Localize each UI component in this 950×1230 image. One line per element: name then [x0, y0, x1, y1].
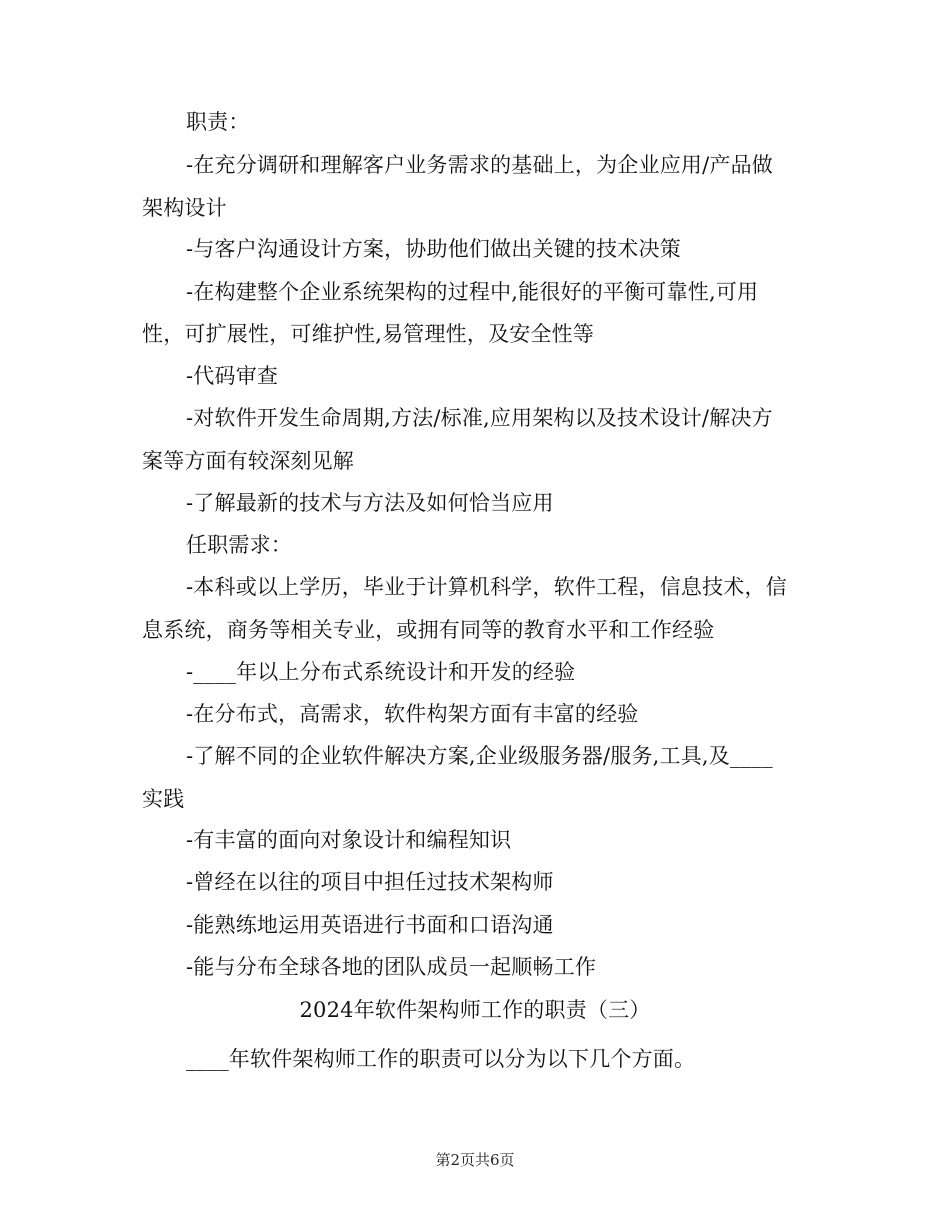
paragraph-line: -对软件开发生命周期,方法/标准,应用架构以及技术设计/解决方: [186, 406, 773, 430]
paragraph-line: -有丰富的面向对象设计和编程知识: [186, 828, 512, 852]
paragraph-line: -在分布式，高需求，软件构架方面有丰富的经验: [186, 702, 639, 726]
paragraph-line: 案等方面有较深刻见解: [142, 449, 354, 473]
section-label-duties: 职责：: [186, 110, 250, 134]
paragraph-line: -了解不同的企业软件解决方案,企业级服务器/服务,工具,及____: [186, 744, 773, 768]
section-label-requirements: 任职需求：: [186, 533, 292, 557]
paragraph-line: -与客户沟通设计方案，协助他们做出关键的技术决策: [186, 237, 681, 261]
paragraph-line: -能与分布全球各地的团队成员一起顺畅工作: [186, 955, 597, 979]
paragraph-line: 息系统，商务等相关专业，或拥有同等的教育水平和工作经验: [142, 618, 715, 642]
paragraph-line: 架构设计: [142, 196, 227, 220]
paragraph-line: -曾经在以往的项目中担任过技术架构师: [186, 870, 554, 894]
paragraph-line: -了解最新的技术与方法及如何恰当应用: [186, 491, 554, 515]
section-heading: 2024年软件架构师工作的职责（三）: [299, 998, 651, 1022]
paragraph-line: 性，可扩展性，可维护性,易管理性，及安全性等: [142, 322, 595, 346]
paragraph-line: -本科或以上学历，毕业于计算机科学，软件工程，信息技术，信: [186, 575, 787, 599]
paragraph-line: -____年以上分布式系统设计和开发的经验: [186, 660, 576, 684]
page-number-footer: 第2页共6页: [435, 1151, 515, 1169]
paragraph-line: 实践: [142, 787, 185, 811]
paragraph-line: -能熟练地运用英语进行书面和口语沟通: [186, 913, 554, 937]
intro-paragraph: ____年软件架构师工作的职责可以分为以下几个方面。: [186, 1047, 696, 1071]
paragraph-line: -在构建整个企业系统架构的过程中,能很好的平衡可靠性,可用: [186, 280, 759, 304]
paragraph-line: -在充分调研和理解客户业务需求的基础上，为企业应用/产品做: [186, 153, 773, 177]
paragraph-line: -代码审查: [186, 364, 279, 388]
